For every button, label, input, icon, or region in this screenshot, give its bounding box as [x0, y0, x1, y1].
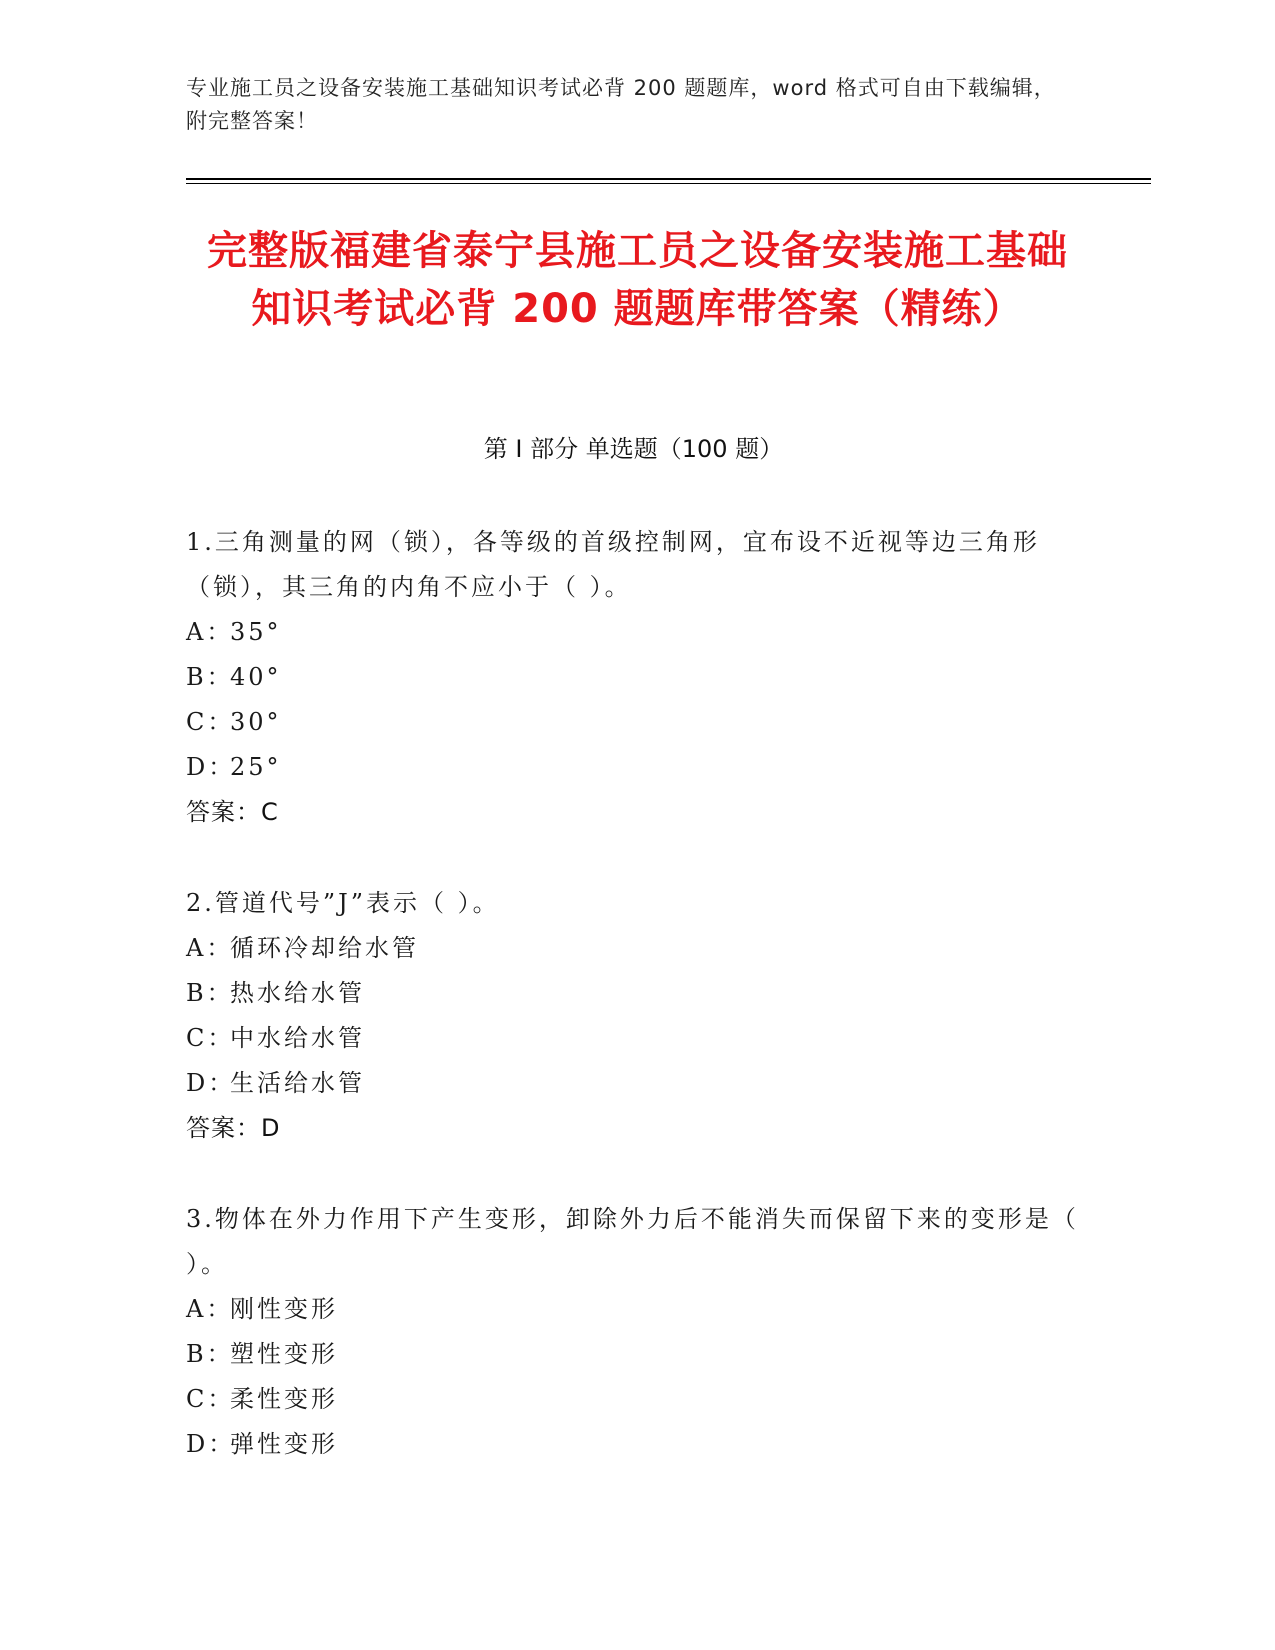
question-stem: 2.管道代号”J”表示（ ）。 — [186, 889, 500, 917]
option-d — [186, 745, 1081, 790]
question-list — [186, 520, 1081, 1513]
answer: 答案：D — [186, 1114, 281, 1142]
question-stem: 3.物体在外力作用下产生变形，卸除外力后不能消失而保留下来的变形是（ ）。 — [186, 1205, 1079, 1278]
option-text: 中水给水管 — [230, 1024, 365, 1052]
option-text: 塑性变形 — [230, 1340, 338, 1368]
option-letter: C： — [186, 1024, 235, 1052]
option-a — [186, 1287, 1081, 1332]
document-title: 完整版福建省泰宁县施工员之设备安装施工基础知识考试必背 200 题题库带答案（精练） — [207, 228, 1068, 332]
option-text: 弹性变形 — [230, 1430, 338, 1458]
section-heading: 第 I 部分 单选题（100 题） — [483, 435, 784, 463]
option-text: 40° — [230, 663, 282, 691]
option-text: 25° — [230, 753, 282, 781]
option-c — [186, 1016, 1081, 1061]
option-letter: B： — [186, 663, 234, 691]
option-letter: C： — [186, 708, 235, 736]
option-letter: B： — [186, 1340, 234, 1368]
option-text: 热水给水管 — [230, 979, 365, 1007]
header-divider-thick — [186, 178, 1151, 180]
option-c — [186, 700, 1081, 745]
option-text: 刚性变形 — [230, 1295, 338, 1323]
option-c — [186, 1377, 1081, 1422]
option-letter: A： — [186, 1295, 234, 1323]
option-b — [186, 971, 1081, 1016]
header-divider-thin — [186, 183, 1151, 184]
option-a — [186, 610, 1081, 655]
option-text: 循环冷却给水管 — [230, 934, 419, 962]
option-text: 30° — [230, 708, 282, 736]
option-b — [186, 1332, 1081, 1377]
option-letter: A： — [186, 618, 234, 646]
option-text: 35° — [230, 618, 282, 646]
option-letter: D： — [186, 1069, 236, 1097]
option-d — [186, 1422, 1081, 1467]
option-d — [186, 1061, 1081, 1106]
option-letter: D： — [186, 753, 236, 781]
option-letter: A： — [186, 934, 234, 962]
header-note: 专业施工员之设备安装施工基础知识考试必背 200 题题库，word 格式可自由下载编辑，附完整答案！ — [186, 76, 1056, 133]
option-a — [186, 926, 1081, 971]
option-b — [186, 655, 1081, 700]
option-text: 生活给水管 — [230, 1069, 365, 1097]
option-text: 柔性变形 — [230, 1385, 338, 1413]
question-1 — [186, 520, 1081, 835]
option-letter: C： — [186, 1385, 235, 1413]
option-letter: D： — [186, 1430, 236, 1458]
question-3 — [186, 1197, 1081, 1467]
question-stem: 1.三角测量的网（锁），各等级的首级控制网，宜布设不近视等边三角形（锁），其三角的内角不应小于（ ）。 — [186, 528, 1040, 601]
option-letter: B： — [186, 979, 234, 1007]
question-2 — [186, 881, 1081, 1151]
answer: 答案：C — [186, 798, 279, 826]
